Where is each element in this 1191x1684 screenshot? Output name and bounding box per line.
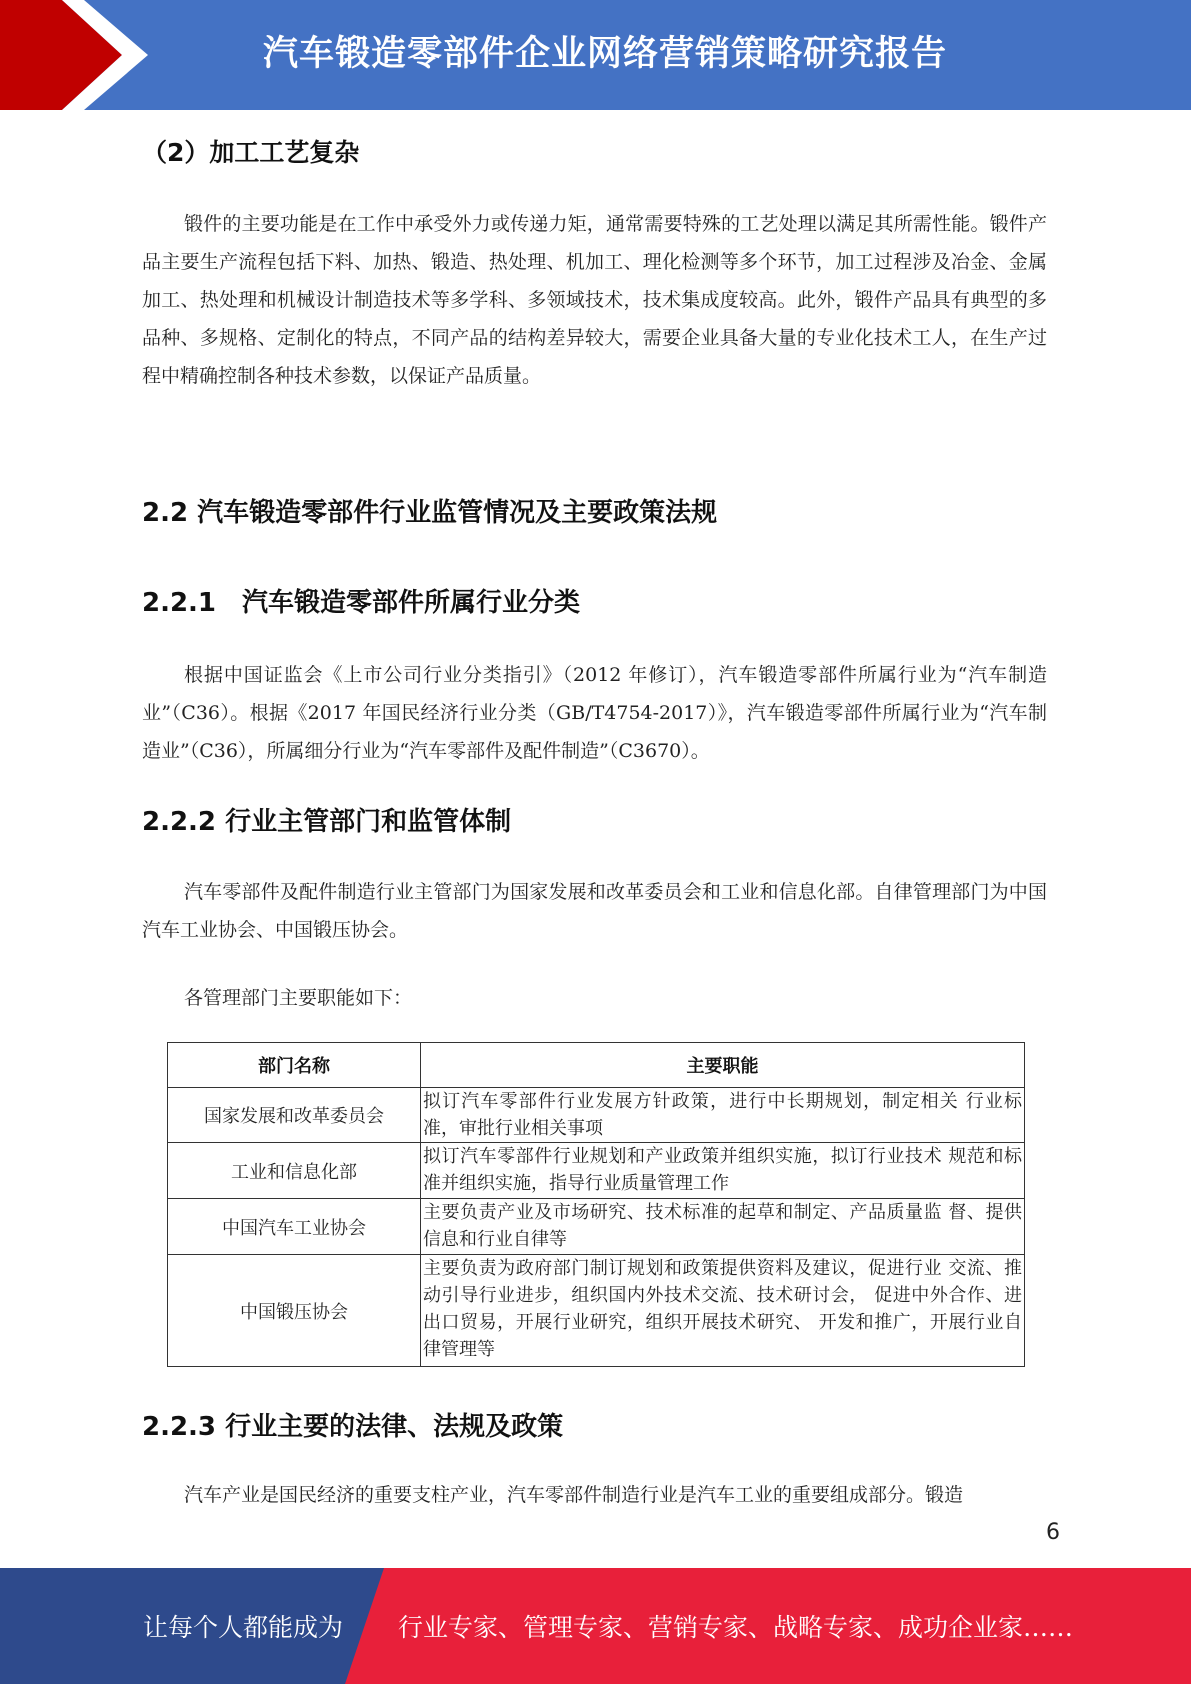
table-cell-duty (421, 1199, 1025, 1255)
table-cell-duty-text: 主要负责为政府部门制订规划和政策提供资料及建议，促进行业 交流、推动引导行业进步，组织国内外技术交流、技术研讨会， 促进中外合作、进出口贸易，开展行业研究，组织开展技术研究、 开发和推广，开展行业自律管理等 (423, 1258, 1022, 1360)
footer-slogan-right: 行业专家、管理专家、营销专家、战略专家、成功企业家…… (398, 1613, 1074, 1642)
table-intro-text: 各管理部门主要职能如下： (184, 987, 413, 1009)
report-title: 汽车锻造零部件企业网络营销策略研究报告 (263, 34, 948, 74)
footer-slogan-left: 让每个人都能成为 (143, 1613, 344, 1642)
subsection-heading-processing: （2）加工工艺复杂 (142, 138, 360, 167)
table-cell-duty-text: 拟订汽车零部件行业发展方针政策，进行中长期规划，制定相关 行业标准，审批行业相关事项 (423, 1091, 1022, 1139)
table-cell-department: 国家发展和改革委员会 (168, 1088, 421, 1143)
table-header-row (168, 1043, 1025, 1088)
table-cell-duty-text: 主要负责产业及市场研究、技术标准的起草和制定、产品质量监 督、提供信息和行业自律等 (423, 1202, 1022, 1250)
regulator-duties-table (167, 1042, 1025, 1367)
table-header-department: 部门名称 (168, 1043, 421, 1088)
table-header-duty: 主要职能 (421, 1043, 1025, 1088)
table-cell-department: 中国锻压协会 (168, 1255, 421, 1367)
section-heading-2-2-2: 2.2.2 行业主管部门和监管体制 (142, 807, 512, 837)
section-heading-2-2-1: 2.2.1 汽车锻造零部件所属行业分类 (142, 588, 581, 618)
paragraph-processing: 锻件的主要功能是在工作中承受外力或传递力矩，通常需要特殊的工艺处理以满足其所需性能。锻件产品主要生产流程包括下料、加热、锻造、热处理、机加工、理化检测等多个环节，加工过程涉及冶金、金属加工、热处理和机械设计制造技术等多学科、多领域技术，技术集成度较高。此外，锻件产品具有典型的多品种、多规格、定制化的特点，不同产品的结构差异较大，需要企业具备大量的专业化技术工人，在生产过程中精确控制各种技术参数，以保证产品质量。 (142, 213, 1047, 387)
page-number: 6 (1046, 1520, 1060, 1545)
table-row (168, 1255, 1025, 1367)
table-cell-department: 中国汽车工业协会 (168, 1199, 421, 1255)
table-cell-duty (421, 1143, 1025, 1199)
table-cell-duty-text: 拟订汽车零部件行业规划和产业政策并组织实施，拟订行业技术 规范和标准并组织实施，指导行业质量管理工作 (423, 1146, 1022, 1194)
section-heading-2-2: 2.2 汽车锻造零部件行业监管情况及主要政策法规 (142, 498, 718, 528)
table-row (168, 1088, 1025, 1143)
report-header-banner (0, 0, 1191, 110)
footer-banner (0, 1568, 1191, 1684)
table-cell-duty (421, 1255, 1025, 1367)
paragraph-industry-classification: 根据中国证监会《上市公司行业分类指引》（2012 年修订），汽车锻造零部件所属行业为“汽车制造业”（C36）。根据《2017 年国民经济行业分类（GB/T4754-2017）》，汽车锻造零部件所属行业为“汽车制造业”（C36），所属细分行业为“汽车零部件及配件制造”（C3670）。 (142, 664, 1047, 762)
table-row (168, 1199, 1025, 1255)
section-heading-2-2-3: 2.2.3 行业主要的法律、法规及政策 (142, 1412, 564, 1442)
paragraph-laws-policies: 汽车产业是国民经济的重要支柱产业，汽车零部件制造行业是汽车工业的重要组成部分。锻造 (184, 1484, 964, 1506)
paragraph-regulators: 汽车零部件及配件制造行业主管部门为国家发展和改革委员会和工业和信息化部。自律管理部门为中国汽车工业协会、中国锻压协会。 (142, 881, 1047, 941)
table-cell-duty (421, 1088, 1025, 1143)
table-row (168, 1143, 1025, 1199)
table-cell-department: 工业和信息化部 (168, 1143, 421, 1199)
